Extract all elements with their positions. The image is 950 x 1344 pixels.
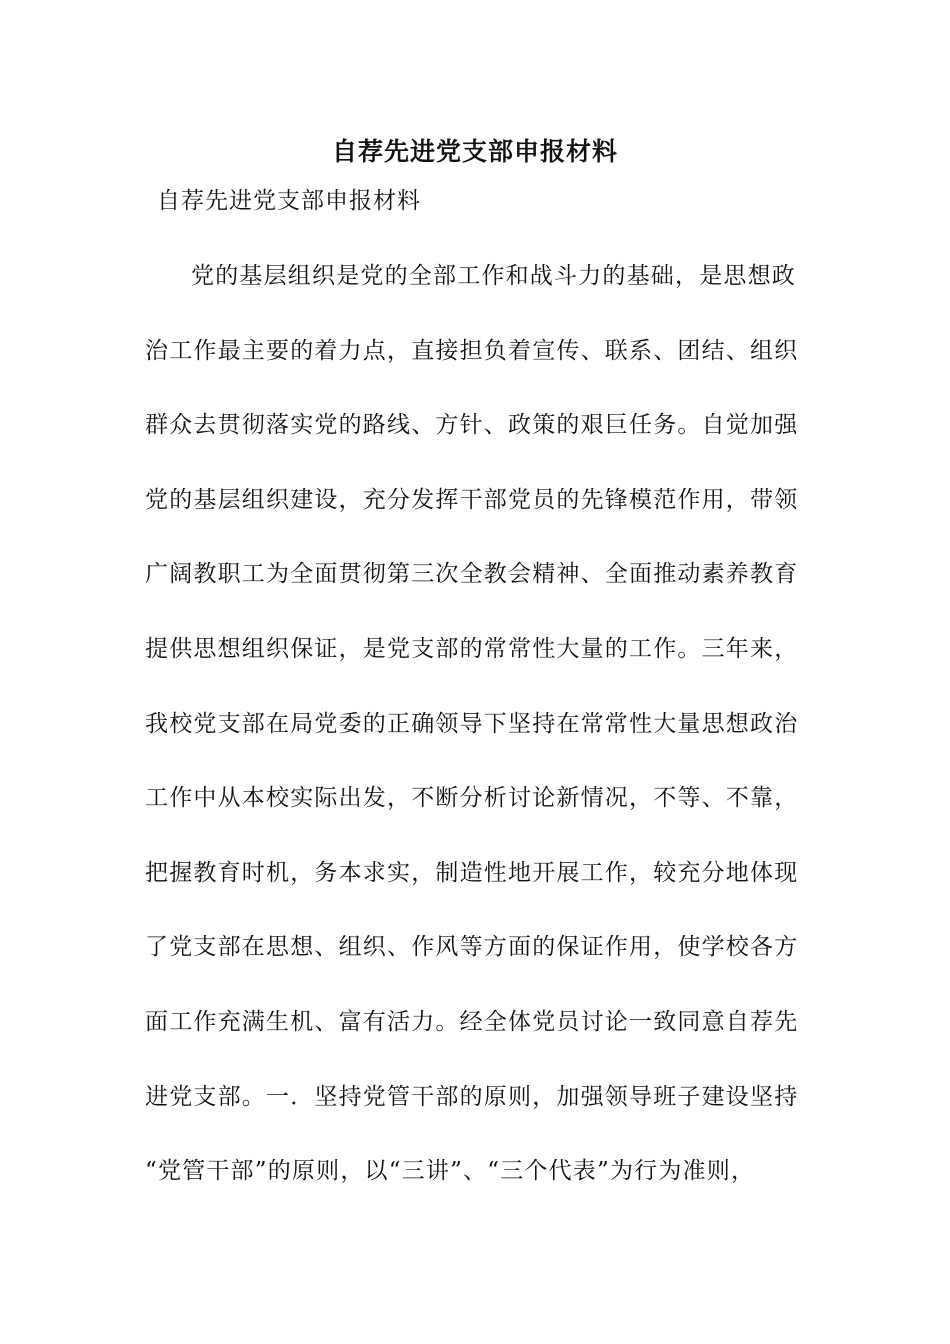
paragraph-line: 进党支部。一．坚持党管干部的原则，加强领导班子建设坚持 [145, 1083, 799, 1110]
paragraph-line: 治工作最主要的着力点，直接担负着宣传、联系、团结、组织 [145, 337, 799, 364]
paragraph-line: 了党支部在思想、组织、作风等方面的保证作用，使学校各方 [145, 934, 799, 961]
body-paragraph [145, 256, 815, 1226]
document-title: 自荐先进党支部申报材料 [331, 137, 618, 166]
paragraph-line: 群众去贯彻落实党的路线、方针、政策的艰巨任务。自觉加强 [145, 412, 799, 439]
paragraph-line: 我校党支部在局党委的正确领导下坚持在常常性大量思想政治 [145, 710, 799, 737]
paragraph-line: 党的基层组织是党的全部工作和战斗力的基础，是思想政 [191, 263, 796, 289]
paragraph-line: 提供思想组织保证，是党支部的常常性大量的工作。三年来， [145, 635, 799, 662]
paragraph-line: 面工作充满生机、富有活力。经全体党员讨论一致同意自荐先 [145, 1008, 799, 1035]
paragraph-line: “党管干部”的原则，以“三讲”、“三个代表”为行为准则， [145, 1158, 756, 1185]
document-subtitle: 自荐先进党支部申报材料 [157, 188, 421, 214]
paragraph-line: 广阔教职工为全面贯彻第三次全教会精神、全面推动素养教育 [145, 561, 799, 588]
paragraph-line: 工作中从本校实际出发，不断分析讨论新情况，不等、不靠， [145, 785, 799, 812]
paragraph-line: 把握教育时机，务本求实，制造性地开展工作，较充分地体现 [145, 859, 799, 886]
paragraph-line: 党的基层组织建设，充分发挥干部党员的先锋模范作用，带领 [145, 486, 799, 513]
